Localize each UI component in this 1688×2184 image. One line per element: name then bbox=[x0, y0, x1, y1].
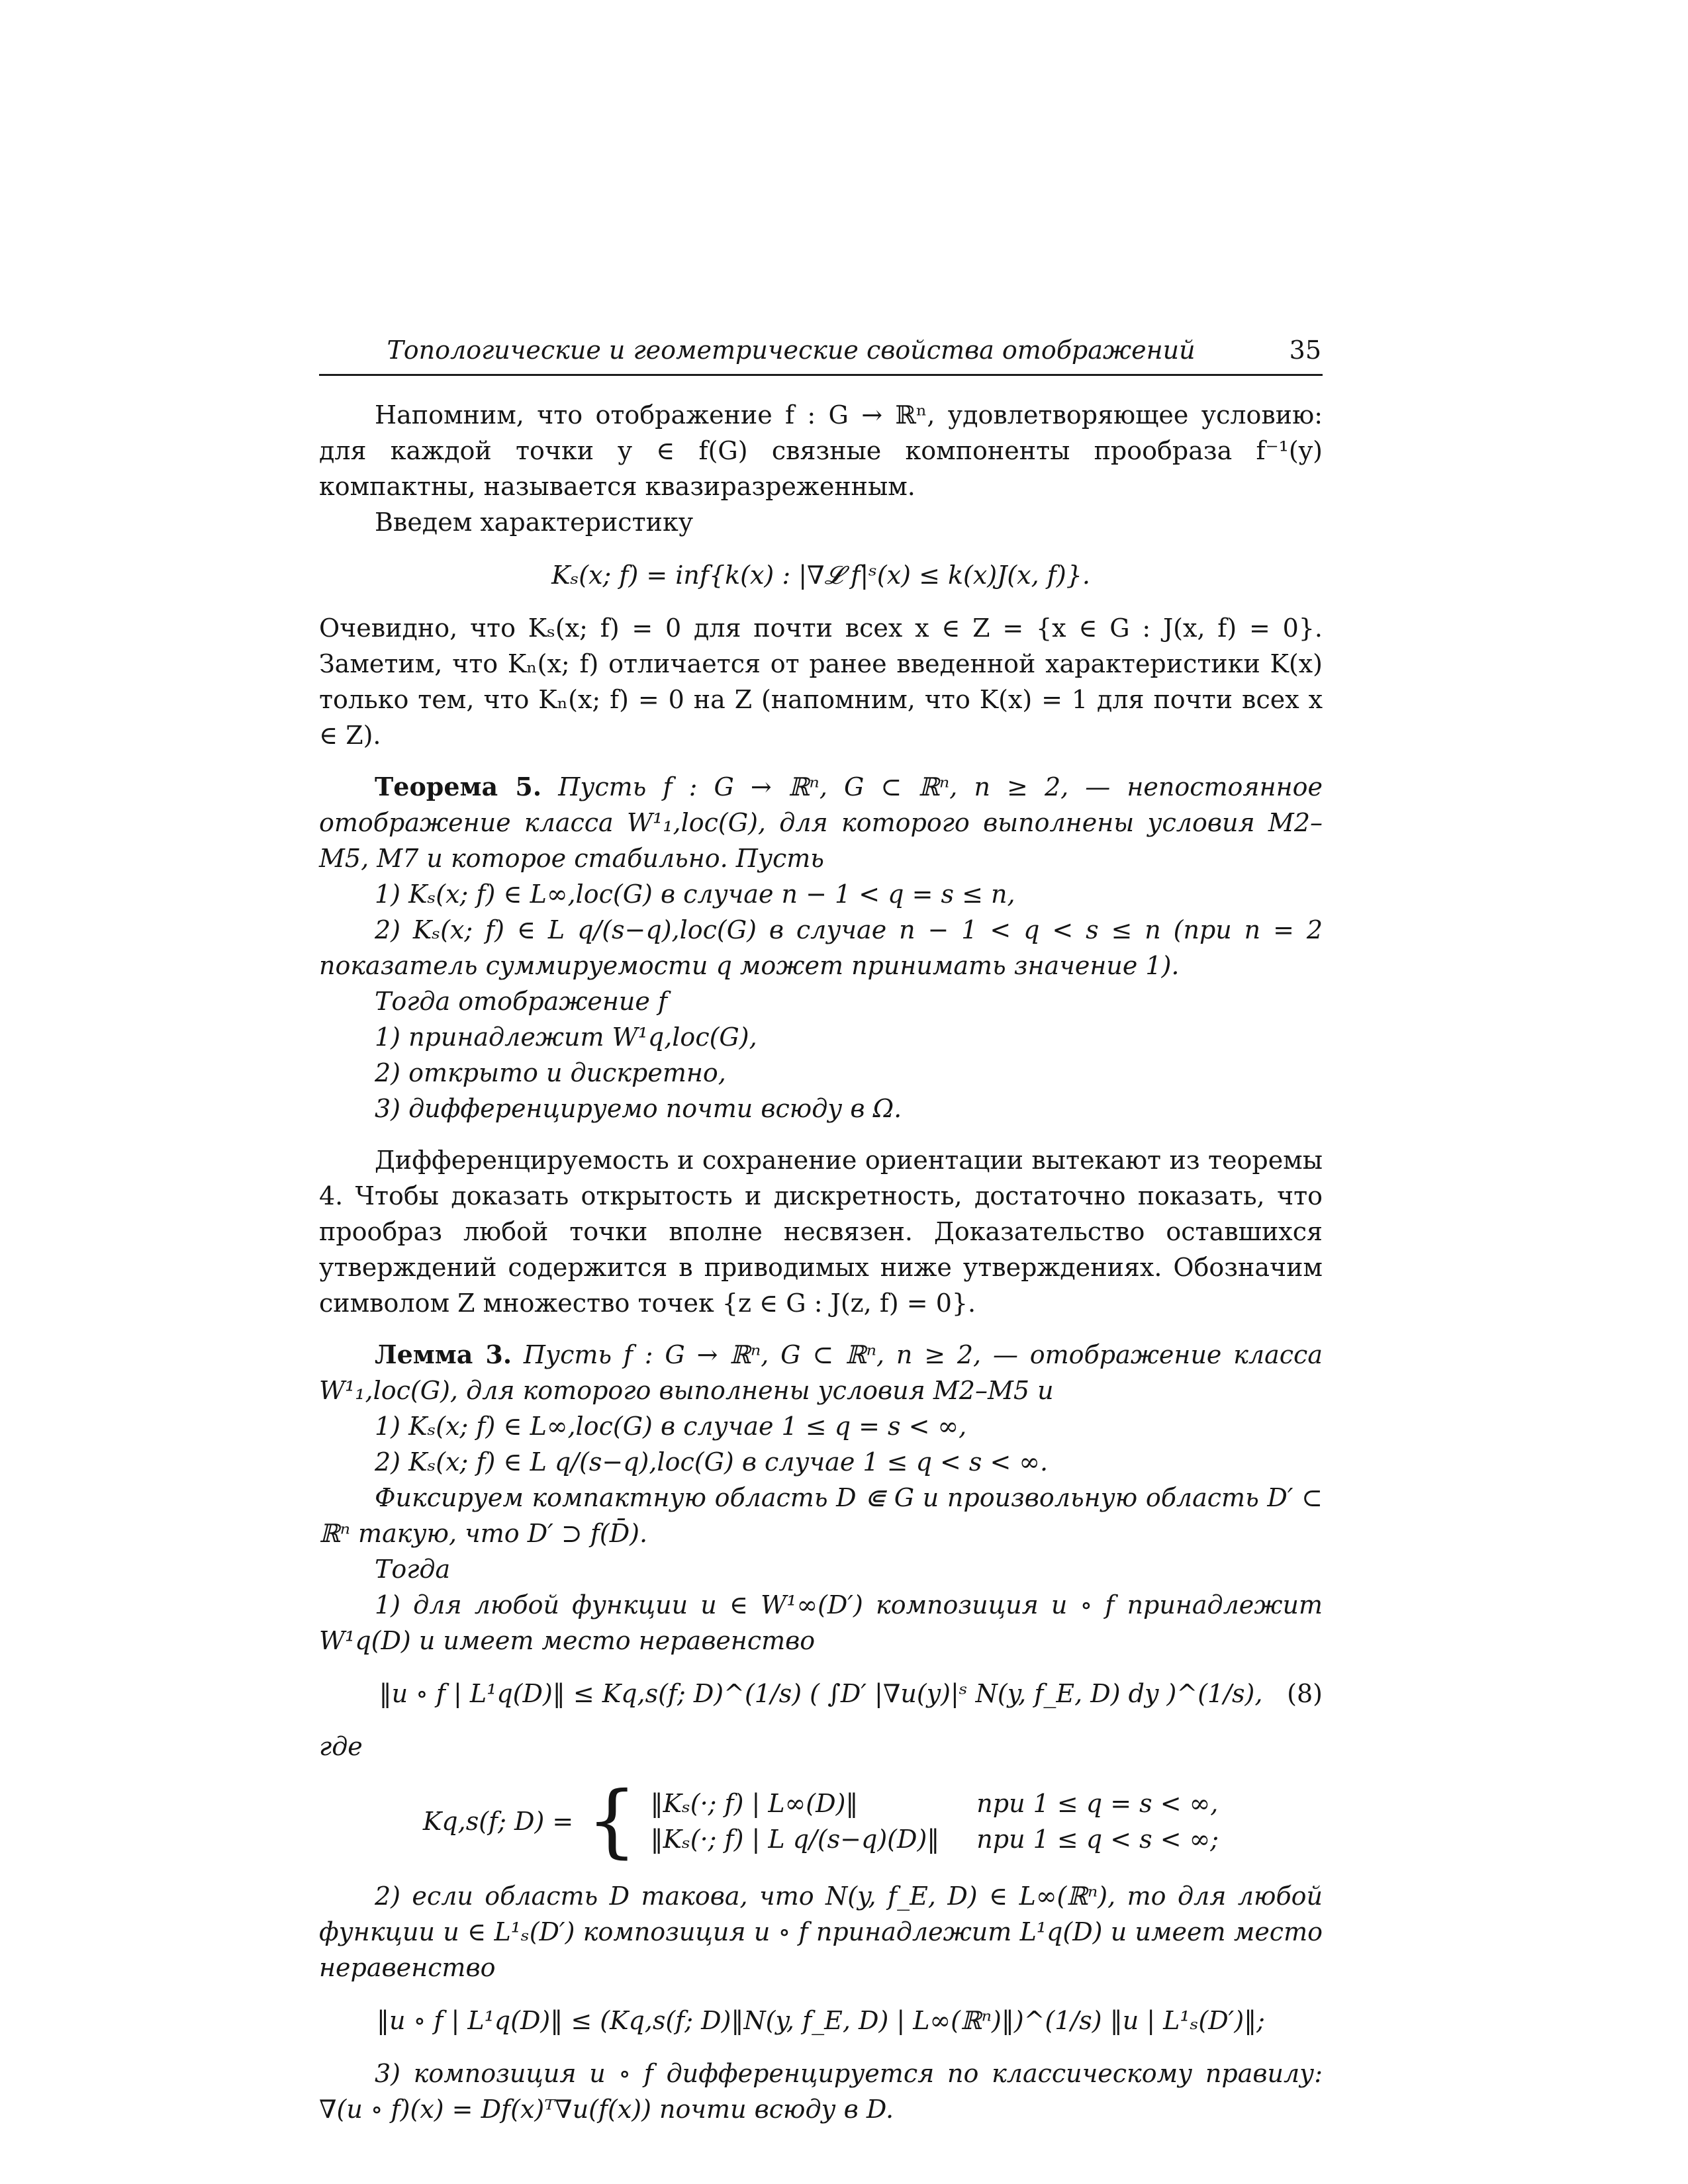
formula-ks: Kₛ(x; f) = inf{k(x) : |∇𝓛 f|ˢ(x) ≤ k(x)J(x, f)}. bbox=[551, 561, 1090, 590]
lemma-cond-2: 2) Kₛ(x; f) ∈ L q/(s−q),loc(G) в случае 1 ≤ q < s < ∞. bbox=[375, 1447, 1049, 1477]
theorem-cond-1: 1) Kₛ(x; f) ∈ L∞,loc(G) в случае n − 1 < q = s ≤ n, bbox=[375, 880, 1015, 909]
theorem-statement: Пусть f : G → ℝⁿ, G ⊂ ℝⁿ, n ≥ 2, — непостоянное отображение класса W¹₁,loc(G), для которого выполнены условия M2–M5, M7 и которое стабильно. Пусть bbox=[319, 772, 1323, 873]
case-2-cond: при 1 ≤ q < s < ∞; bbox=[976, 1825, 1219, 1854]
lemma-item-2: 2) если область D такова, что N(y, f_E, D) ∈ L∞(ℝⁿ), то для любой функции u ∈ L¹ₛ(D′) композиция u ∘ f принадлежит L¹q(D) и имеет место неравенство bbox=[319, 1882, 1323, 1982]
theorem-result-1: 1) принадлежит W¹q,loc(G), bbox=[375, 1023, 757, 1052]
lemma-then: Тогда bbox=[375, 1555, 451, 1584]
theorem-result-2: 2) открыто и дискретно, bbox=[375, 1058, 726, 1087]
case-2-expr: ‖Kₛ(·; f) | L q/(s−q)(D)‖ bbox=[650, 1825, 940, 1854]
case-1-cond: при 1 ≤ q = s < ∞, bbox=[976, 1789, 1219, 1818]
theorem-then: Тогда отображение f bbox=[375, 987, 668, 1016]
formula-9: ‖u ∘ f | L¹q(D)‖ ≤ (Kq,s(f; D)‖N(y, f_E, D) | L∞(ℝⁿ)‖)^(1/s) ‖u | L¹ₛ(D′)‖; bbox=[377, 2006, 1265, 2035]
lemma-cond-1: 1) Kₛ(x; f) ∈ L∞,loc(G) в случае 1 ≤ q = s < ∞, bbox=[375, 1412, 967, 1441]
lemma-3 bbox=[319, 1337, 1323, 1408]
formula-8 bbox=[319, 1676, 1323, 1711]
left-brace: { bbox=[586, 1775, 637, 1867]
formula-kqs-cases bbox=[319, 1775, 1323, 1867]
lemma-label: Лемма 3. bbox=[375, 1340, 512, 1369]
lemma-item-1: 1) для любой функции u ∈ W¹∞(D′) композиция u ∘ f принадлежит W¹q(D) и имеет место неравенство bbox=[319, 1590, 1323, 1655]
equation-number: (8) bbox=[1287, 1679, 1323, 1708]
case-1-expr: ‖Kₛ(·; f) | L∞(D)‖ bbox=[650, 1789, 859, 1818]
theorem-cond-2: 2) Kₛ(x; f) ∈ L q/(s−q),loc(G) в случае n − 1 < q < s ≤ n (при n = 2 показатель суммируемости q может принимать значение 1). bbox=[319, 915, 1323, 980]
running-title: Топологические и геометрические свойства отображений bbox=[387, 336, 1196, 365]
kqs-lhs: Kq,s(f; D) = bbox=[422, 1807, 574, 1836]
formula-8-body: ‖u ∘ f | L¹q(D)‖ ≤ Kq,s(f; D)^(1/s) ( ∫D′ |∇u(y)|ˢ N(y, f_E, D) dy )^(1/s), bbox=[379, 1679, 1263, 1708]
paragraph-introduce: Введем характеристику bbox=[375, 508, 694, 537]
lemma-fix-domain: Фиксируем компактную область D ⋐ G и произвольную область D′ ⊂ ℝⁿ такую, что D′ ⊃ f(D̄). bbox=[319, 1483, 1323, 1548]
lemma-statement: Пусть f : G → ℝⁿ, G ⊂ ℝⁿ, n ≥ 2, — отображение класса W¹₁,loc(G), для которого выполнены условия M2–M5 и bbox=[319, 1340, 1323, 1405]
theorem-label: Теорема 5. bbox=[375, 772, 542, 801]
theorem-5 bbox=[319, 769, 1323, 876]
page-number: 35 bbox=[1289, 336, 1321, 365]
where-label: где bbox=[319, 1732, 363, 1761]
lemma-item-3: 3) композиция u ∘ f дифференцируется по классическому правилу: ∇(u ∘ f)(x) = Df(x)ᵀ∇u(f(x)) почти всюду в D. bbox=[319, 2059, 1323, 2124]
running-header bbox=[319, 334, 1323, 376]
theorem-result-3: 3) дифференцируемо почти всюду в Ω. bbox=[375, 1094, 902, 1123]
paragraph-quasi-definition: Напомним, что отображение f : G → ℝⁿ, удовлетворяющее условию: для каждой точки y ∈ f(G) связные компоненты прообраза f⁻¹(y) компактны, называется квазиразреженным. bbox=[319, 400, 1323, 501]
page-body bbox=[319, 397, 1323, 2127]
paragraph-proof-outline: Дифференцируемость и сохранение ориентации вытекают из теоремы 4. Чтобы доказать открытость и дискретность, достаточно показать, что прообраз любой точки вполне несвязен. Доказательство оставшихся утверждений содержится в приводимых ниже утверждениях. Обозначим символом Z множество точек {z ∈ G : J(z, f) = 0}. bbox=[319, 1146, 1323, 1318]
paragraph-remark: Очевидно, что Kₛ(x; f) = 0 для почти всех x ∈ Z = {x ∈ G : J(x, f) = 0}. Заметим, что Kₙ(x; f) отличается от ранее введенной характеристики K(x) только тем, что Kₙ(x; f) = 0 на Z (напомним, что K(x) = 1 для почти всех x ∈ Z). bbox=[319, 614, 1323, 750]
